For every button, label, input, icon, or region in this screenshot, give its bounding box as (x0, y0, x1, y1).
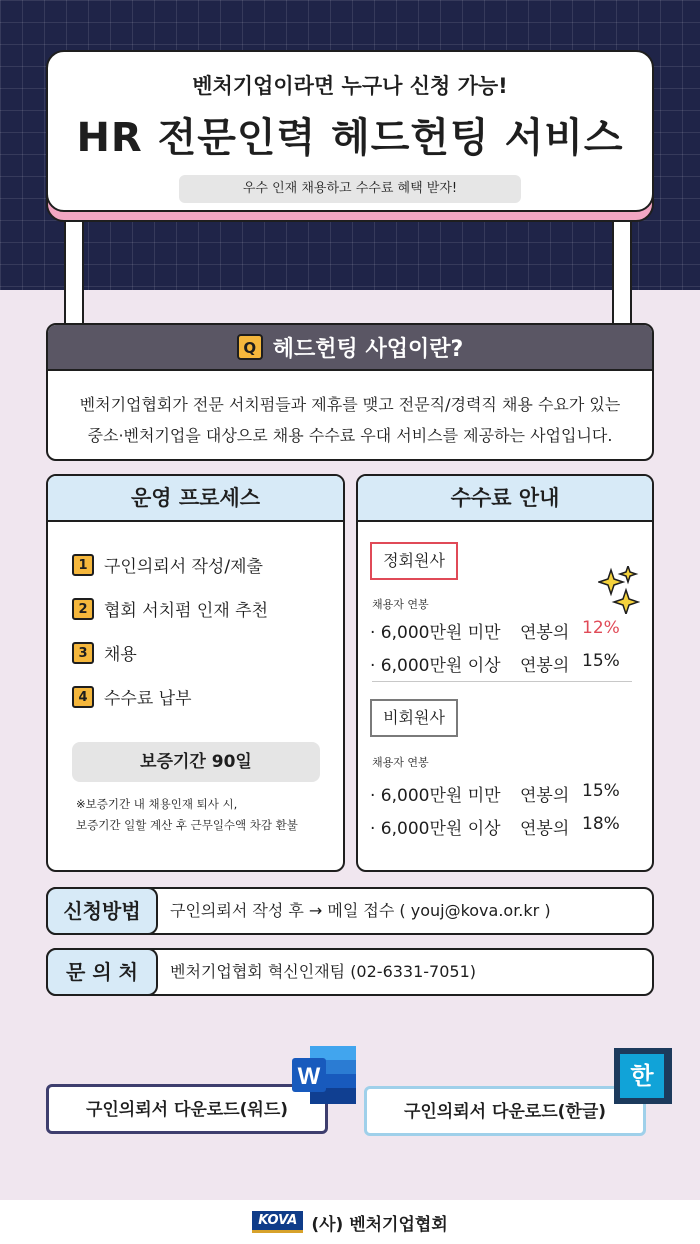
note-line-2: 보증기간 일할 계산 후 근무일수액 차감 환불 (76, 818, 298, 832)
apply-row (46, 887, 654, 935)
contact-row (46, 948, 654, 996)
sign-post-left (64, 210, 84, 330)
process-card (46, 474, 345, 872)
nonmember-caption: 채용자 연봉 (372, 756, 429, 769)
about-card (46, 323, 654, 461)
rate-prefix: 연봉의 (520, 786, 570, 806)
rate-prefix: 연봉의 (520, 623, 570, 643)
step-label: 구인의뢰서 작성/제출 (104, 557, 263, 577)
salary-range: · 6,000만원 이상 (370, 656, 501, 676)
rate-prefix: 연봉의 (520, 819, 570, 839)
about-body (48, 371, 652, 451)
footer (0, 1200, 700, 1244)
fee-rate: 15% (582, 651, 620, 671)
process-step (72, 684, 192, 709)
hwp-icon[interactable] (614, 1048, 672, 1104)
nonmember-fee-row (370, 781, 620, 806)
word-icon-letter: W (297, 1063, 321, 1090)
member-fee-row (370, 651, 620, 676)
download-hwp-button[interactable]: 구인의뢰서 다운로드(한글) (364, 1086, 646, 1136)
question-badge-icon: Q (237, 334, 263, 360)
salary-range: · 6,000만원 미만 (370, 623, 501, 643)
member-fee-row (370, 618, 620, 643)
apply-text: 구인의뢰서 작성 후 → 메일 접수 ( youj@kova.or.kr ) (170, 901, 551, 920)
process-step (72, 552, 263, 577)
organization-name: (사) 벤처기업협회 (311, 1214, 448, 1235)
sign-post-right (612, 210, 632, 330)
step-label: 협회 서치펌 인재 추천 (104, 601, 269, 621)
member-label: 정회원사 (370, 542, 458, 580)
note-line-1: ※보증기간 내 채용인재 퇴사 시, (76, 797, 238, 811)
apply-label: 신청방법 (46, 887, 158, 935)
fee-title: 수수료 안내 (358, 476, 652, 522)
contact-label: 문 의 처 (46, 948, 158, 996)
step-number: 2 (72, 598, 94, 620)
sparkle-icon (598, 566, 640, 614)
about-line-2: 중소·벤처기업을 대상으로 채용 수수료 우대 서비스를 제공하는 사업입니다. (87, 426, 613, 445)
step-number: 1 (72, 554, 94, 576)
download-word-button[interactable]: 구인의뢰서 다운로드(워드) (46, 1084, 328, 1134)
divider (372, 681, 632, 682)
hwp-icon-letter: 한 (620, 1054, 664, 1098)
contact-text: 벤처기업협회 혁신인재팀 (02-6331-7051) (170, 962, 477, 981)
page-title: HR 전문인력 헤드헌팅 서비스 (76, 115, 624, 161)
rate-prefix: 연봉의 (520, 656, 570, 676)
about-header (48, 325, 652, 371)
kova-logo: KOVA (252, 1211, 303, 1233)
step-number: 4 (72, 686, 94, 708)
process-step (72, 596, 268, 621)
fee-rate: 18% (582, 814, 620, 834)
process-title: 운영 프로세스 (48, 476, 343, 522)
member-caption: 채용자 연봉 (372, 598, 429, 611)
nonmember-label: 비회원사 (370, 699, 458, 737)
fee-card (356, 474, 654, 872)
step-label: 수수료 납부 (104, 689, 192, 709)
header-subtitle: 벤처기업이라면 누구나 신청 가능! (192, 74, 508, 98)
header-tagline: 우수 인재 채용하고 수수료 혜택 받자! (179, 175, 521, 203)
salary-range: · 6,000만원 미만 (370, 786, 501, 806)
fee-rate: 15% (582, 781, 620, 801)
step-number: 3 (72, 642, 94, 664)
salary-range: · 6,000만원 이상 (370, 819, 501, 839)
process-step (72, 640, 137, 665)
about-line-1: 벤처기업협회가 전문 서치펌들과 제휴를 맺고 전문직/경력직 채용 수요가 있는 (79, 395, 621, 414)
header-sign (46, 50, 654, 212)
fee-rate: 12% (582, 618, 620, 638)
about-title: 헤드헌팅 사업이란? (272, 336, 464, 362)
word-icon[interactable] (292, 1046, 358, 1104)
nonmember-fee-row (370, 814, 620, 839)
step-label: 채용 (104, 645, 137, 665)
guarantee-period: 보증기간 90일 (72, 742, 320, 782)
guarantee-note (76, 794, 298, 836)
